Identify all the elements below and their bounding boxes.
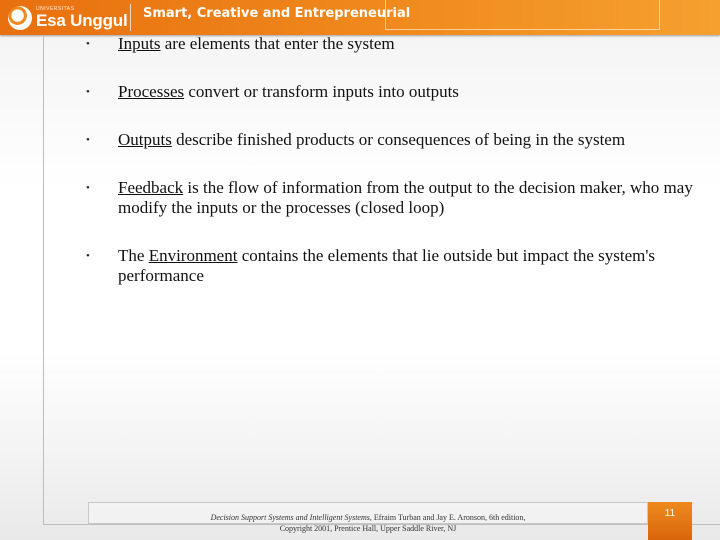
header-decorative-box xyxy=(385,0,660,30)
bullet-dot-icon: • xyxy=(86,134,90,146)
footer-authors: Efraim Turban and Jay E. Aronson, 6th edition, xyxy=(371,513,526,522)
bullet-item-environment xyxy=(86,246,698,286)
bullet-prefix: The xyxy=(118,246,149,265)
header-divider xyxy=(130,4,131,31)
bullet-text: describe finished products or consequences of being in the system xyxy=(171,130,626,149)
bullet-term: Environment xyxy=(148,246,238,265)
bullet-item-feedback xyxy=(86,178,698,218)
page-number: 11 xyxy=(664,508,676,519)
slide-header xyxy=(0,0,720,35)
university-logo xyxy=(8,3,128,32)
bullet-dot-icon: • xyxy=(86,182,90,194)
header-tagline: Smart, Creative and Entrepreneurial xyxy=(143,6,411,21)
bullet-text: convert or transform inputs into outputs xyxy=(184,82,459,101)
footer-copyright: Copyright 2001, Prentice Hall, Upper Saddle River, NJ xyxy=(279,524,457,533)
bullet-item-processes xyxy=(86,82,698,102)
bullet-term: Inputs xyxy=(118,34,161,53)
bullet-term: Feedback xyxy=(118,178,184,197)
logo-subtitle: UNIVERSITAS xyxy=(36,5,75,12)
bullet-term: Outputs xyxy=(118,130,172,149)
logo-text xyxy=(36,7,128,29)
footer-citation xyxy=(168,512,568,534)
bullet-dot-icon: • xyxy=(86,86,90,98)
bullet-text: contains the elements that lie outside but impact the system's performance xyxy=(118,246,656,285)
bullet-item-inputs xyxy=(86,34,698,54)
logo-name: Esa Unggul xyxy=(36,10,128,30)
bullet-dot-icon: • xyxy=(86,38,90,50)
bullet-list xyxy=(86,34,698,314)
bullet-dot-icon: • xyxy=(86,250,90,262)
bullet-text: are elements that enter the system xyxy=(160,34,395,53)
bullet-item-outputs xyxy=(86,130,698,150)
logo-emblem-icon xyxy=(8,6,32,30)
bullet-text: is the flow of information from the output to the decision maker, who may modify the inputs or the processes (closed loop) xyxy=(118,178,693,217)
bullet-term: Processes xyxy=(118,82,185,101)
footer-book-title: Decision Support Systems and Intelligent Systems, xyxy=(210,513,372,522)
